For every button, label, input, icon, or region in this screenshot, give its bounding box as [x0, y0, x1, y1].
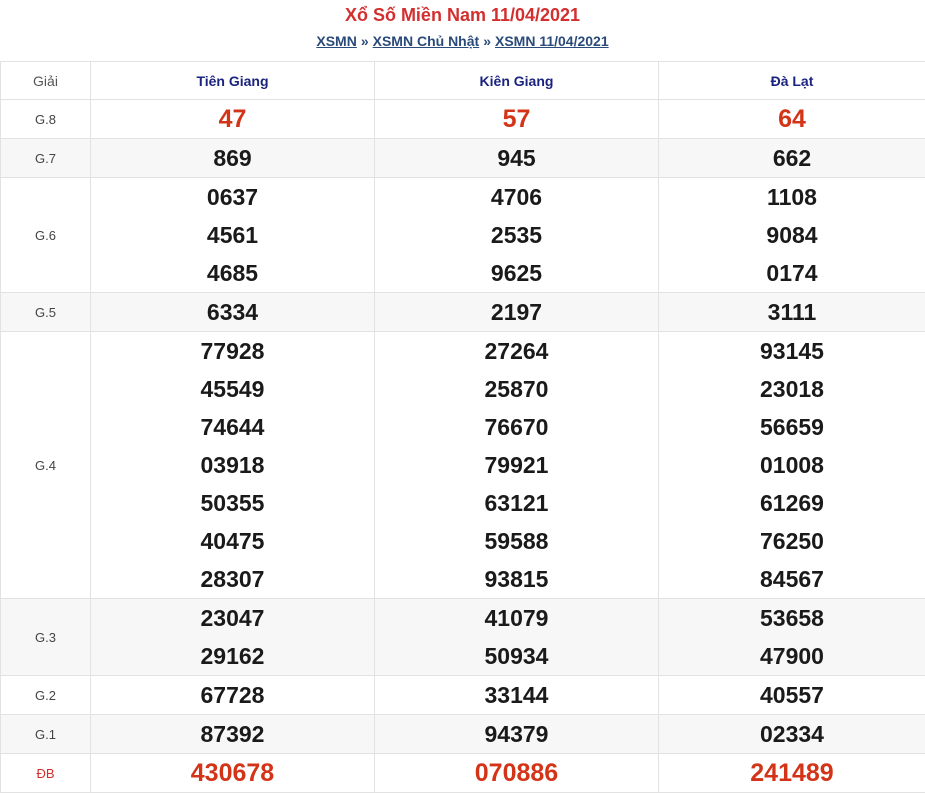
prize-number: 47	[91, 100, 374, 138]
prize-number: 47900	[659, 637, 925, 675]
header-province-3[interactable]: Đà Lạt	[659, 62, 925, 100]
prize-label: G.1	[1, 715, 91, 754]
header-giai: Giải	[1, 62, 91, 100]
prize-cell-p1	[91, 139, 375, 178]
prize-number: 33144	[375, 676, 658, 714]
prize-number: 4685	[91, 254, 374, 292]
prize-cell-p3	[659, 715, 925, 754]
prize-cell-p1	[91, 100, 375, 139]
breadcrumb	[0, 33, 925, 49]
prize-cell-p1	[91, 599, 375, 676]
prize-cell-p3	[659, 293, 925, 332]
prize-number: 45549	[91, 370, 374, 408]
prize-label: G.3	[1, 599, 91, 676]
prize-number: 67728	[91, 676, 374, 714]
prize-row-g3	[1, 599, 925, 676]
prize-number: 4561	[91, 216, 374, 254]
prize-number: 869	[91, 139, 374, 177]
prize-cell-p1	[91, 332, 375, 599]
prize-label: G.5	[1, 293, 91, 332]
prize-number: 4706	[375, 178, 658, 216]
prize-number: 28307	[91, 560, 374, 598]
prize-number: 23018	[659, 370, 925, 408]
prize-cell-p2	[375, 293, 659, 332]
prize-label: G.6	[1, 178, 91, 293]
prize-cell-p3	[659, 754, 925, 793]
prize-number: 59588	[375, 522, 658, 560]
prize-number: 9625	[375, 254, 658, 292]
table-header-row	[1, 62, 925, 100]
prize-number: 40475	[91, 522, 374, 560]
prize-number: 64	[659, 100, 925, 138]
prize-number: 23047	[91, 599, 374, 637]
prize-row-g2	[1, 676, 925, 715]
prize-row-g8	[1, 100, 925, 139]
prize-cell-p1	[91, 676, 375, 715]
prize-label: G.7	[1, 139, 91, 178]
prize-number: 63121	[375, 484, 658, 522]
header-province-1[interactable]: Tiên Giang	[91, 62, 375, 100]
prize-number: 53658	[659, 599, 925, 637]
prize-number: 3111	[659, 293, 925, 331]
prize-number: 2197	[375, 293, 658, 331]
prize-number: 02334	[659, 715, 925, 753]
prize-cell-p3	[659, 599, 925, 676]
prize-number: 0174	[659, 254, 925, 292]
prize-cell-p3	[659, 676, 925, 715]
breadcrumb-separator: »	[483, 33, 491, 49]
prize-row-g5	[1, 293, 925, 332]
breadcrumb-link-xsmn-date[interactable]: XSMN 11/04/2021	[495, 33, 609, 49]
prize-cell-p2	[375, 754, 659, 793]
prize-number: 430678	[91, 754, 374, 792]
prize-row-db	[1, 754, 925, 793]
prize-cell-p1	[91, 715, 375, 754]
prize-row-g1	[1, 715, 925, 754]
prize-cell-p3	[659, 332, 925, 599]
prize-cell-p1	[91, 178, 375, 293]
prize-label: G.4	[1, 332, 91, 599]
prize-number: 50934	[375, 637, 658, 675]
prize-number: 50355	[91, 484, 374, 522]
prize-number: 6334	[91, 293, 374, 331]
prize-number: 2535	[375, 216, 658, 254]
prize-number: 1108	[659, 178, 925, 216]
prize-number: 87392	[91, 715, 374, 753]
prize-label: G.2	[1, 676, 91, 715]
prize-cell-p3	[659, 178, 925, 293]
prize-cell-p2	[375, 332, 659, 599]
prize-number: 01008	[659, 446, 925, 484]
prize-number: 94379	[375, 715, 658, 753]
prize-number: 03918	[91, 446, 374, 484]
prize-cell-p2	[375, 139, 659, 178]
prize-cell-p2	[375, 676, 659, 715]
prize-cell-p2	[375, 715, 659, 754]
prize-number: 57	[375, 100, 658, 138]
prize-number: 41079	[375, 599, 658, 637]
prize-number: 25870	[375, 370, 658, 408]
breadcrumb-link-xsmn-chu-nhat[interactable]: XSMN Chủ Nhật	[373, 33, 480, 49]
breadcrumb-link-xsmn[interactable]: XSMN	[316, 33, 356, 49]
prize-row-g6	[1, 178, 925, 293]
prize-label: ĐB	[1, 754, 91, 793]
results-table	[0, 61, 925, 793]
prize-number: 77928	[91, 332, 374, 370]
prize-row-g7	[1, 139, 925, 178]
breadcrumb-separator: »	[361, 33, 369, 49]
prize-number: 93145	[659, 332, 925, 370]
page-title: Xổ Số Miền Nam 11/04/2021	[0, 5, 925, 26]
prize-number: 9084	[659, 216, 925, 254]
prize-number: 27264	[375, 332, 658, 370]
prize-label: G.8	[1, 100, 91, 139]
prize-number: 662	[659, 139, 925, 177]
prize-number: 76670	[375, 408, 658, 446]
prize-number: 40557	[659, 676, 925, 714]
prize-number: 79921	[375, 446, 658, 484]
prize-cell-p2	[375, 599, 659, 676]
prize-number: 56659	[659, 408, 925, 446]
prize-row-g4	[1, 332, 925, 599]
prize-cell-p2	[375, 100, 659, 139]
prize-number: 241489	[659, 754, 925, 792]
prize-number: 945	[375, 139, 658, 177]
prize-cell-p3	[659, 139, 925, 178]
header-province-2[interactable]: Kiên Giang	[375, 62, 659, 100]
page-header	[0, 0, 925, 61]
prize-number: 74644	[91, 408, 374, 446]
prize-number: 76250	[659, 522, 925, 560]
prize-cell-p1	[91, 754, 375, 793]
prize-number: 84567	[659, 560, 925, 598]
prize-cell-p2	[375, 178, 659, 293]
prize-number: 29162	[91, 637, 374, 675]
prize-number: 0637	[91, 178, 374, 216]
prize-cell-p1	[91, 293, 375, 332]
prize-cell-p3	[659, 100, 925, 139]
prize-number: 93815	[375, 560, 658, 598]
prize-number: 070886	[375, 754, 658, 792]
prize-number: 61269	[659, 484, 925, 522]
